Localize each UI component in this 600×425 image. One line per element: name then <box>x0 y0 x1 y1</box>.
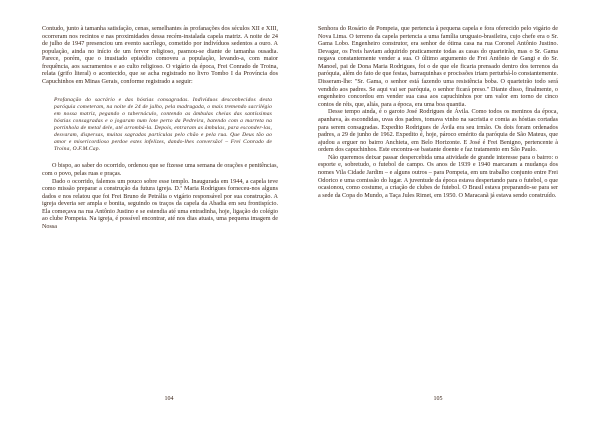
right-paragraph-1: Senhora do Rosário de Pompeia, que pertencia à pequena capela e fora oferecido pelo vigário de Nova Lima. O terreno da capela pertencia a uma família uruguaio-brasileira, cujo chefe era o Sr. Gama Lobo. Engenheiro construtor, era senhor de ótima casa na rua Coronel Antônio Justino. Devagar, os Freis haviam adquirido praticamente todas as casas do quarteirão, mas o Sr. Gama negava constantemente vender a sua. O último argumento de Frei Antônio de Gangi e do Sr. Manoel, pai de Dona Maria Rodrigues, foi o de que ele ficaria prensado dentro dos terrenos da paróquia, além do fato de que festas, barraquinhas e procissões iriam perturbá-lo constantemente. Disseram-lhe: "Sr. Gama, o senhor está fazendo uma resistência boba. O quarteirão todo será vendido aos padres. Se aqui vai ser paróquia, o senhor ficará preso." Diante disso, finalmente, o engenheiro concordou em vender sua casa aos capuchinhos por um valor em torno de cinco contos de réis, que, aliás, para a época, era uma boa quantia. <box>318 26 558 108</box>
block-quote: Profanação do sacrário e das hóstias consagradas. Indivíduos desconhecidos desta paróquia cometeram, na noite de 24 de julho, pela madrugada, o mais tremendo sacrilégio em nossa matriz, pegando o tabernáculo, contendo as âmbulas cheias das santíssimas hóstias consagradas e o jogaram num lote perto da Pedreira, batendo com a marreta na portinhola de metal dele, até arrombá-la. Depois, entraram as âmbulas, para esconder-las, desvaram, dispersas, muitas sagradas partículas pelo chão e pela rua. Que Deus tão ao amor e misericordioso perdoe estes infelizes, dando-lhes conversão! – Frei Conrado de Troina, O.F.M.Cap. <box>54 96 272 153</box>
left-paragraph-1: Contudo, junto à tamanha satisfação, cenas, semelhantes às profanações dos séculos XII e XIII, ocorreram nos recintos e nas proximidades dessa recém-instalada capela matriz. A noite de 24 de julho de 1947 presenciou um evento sacrílego, cometido por indivíduos sedentos a ouro. A população, ainda no início de um fervor religioso, pasmou-se diante de tamanha ousadia. Parece, porém, que o inusitado episódio comoveu a população, levando-a, com maior frequência, aos sacramentos e ao culto religioso. O vigário da época, Frei Conrado de Troina, relata (grifo literal) o acontecido, que se acha registrado no livro Tombo I da Província dos Capuchinhos em Minas Gerais, conforme registrado a seguir: <box>42 26 278 86</box>
left-page-number: 104 <box>164 396 174 402</box>
right-page-number: 105 <box>433 396 443 402</box>
right-paragraph-3: Não queremos deixar passar despercebida uma atividade de grande interesse para o bairro: o esporte e, sobretudo, o futebol de campo. Os anos de 1939 e 1940 marcaram a mudança dos nomes Vila Cidade Jardim – e alguns outros – para Pompeia, em um trabalho conjunto entre Frei Odorico e uma comissão do lugar. A juventude da época estava despertando para o futebol, o que ocasionou, como costume, a criação de clubes de futebol. O Brasil estava preparando-se para ser a sede da Copa do Mundo, a Taça Jules Rimet, em 1950. O Maracanã já estava sendo construído. <box>318 154 558 199</box>
left-page <box>42 26 278 232</box>
left-paragraph-2: O bispo, ao saber do ocorrido, ordenou que se fizesse uma semana de orações e penitências, com o povo, pelas ruas e praças. <box>42 163 278 177</box>
left-paragraph-3: Dado o ocorrido, falemos um pouco sobre esse templo. Inaugurada em 1944, a capela teve como missão preparar a construção da futura igreja. D.ª Maria Rodrigues forneceu-nos alguns dados e nos relatou que foi Frei Bruno de Petrália o vigário responsável por sua construção. A igreja deveria ser ampla e bonita, seguindo os traços da capela da Abadia em seu frontispício. Ela começava na rua Antônio Justino e se estendia até uma entradinha, hoje, ligação do colégio ao clube Pompeia. Na igreja, é possível encontrar, até nos dias atuais, uma pequena imagem de Nossa <box>42 178 278 230</box>
right-paragraph-2: Desse tempo ainda, é o garoto José Rodrigues de Ávila. Como todos os meninos da época, apanhava, às escondidas, uvas dos padres, tomava vinho na sacristia e comia as hóstias cortadas para serem consagradas. Expedito Rodrigues de Ávila era seu irmão. Os dois foram ordenados padres, a 29 de junho de 1962. Expedito é, hoje, pároco emérito da paróquia de São Mateus, que ajudou a erguer no bairro Anchieta, em Belo Horizonte. E José é Frei Benigno, pertencente à ordem dos capuchinhos. Este encontra-se bastante doente e faz tratamento em São Paulo. <box>318 109 558 154</box>
right-page <box>318 26 558 200</box>
